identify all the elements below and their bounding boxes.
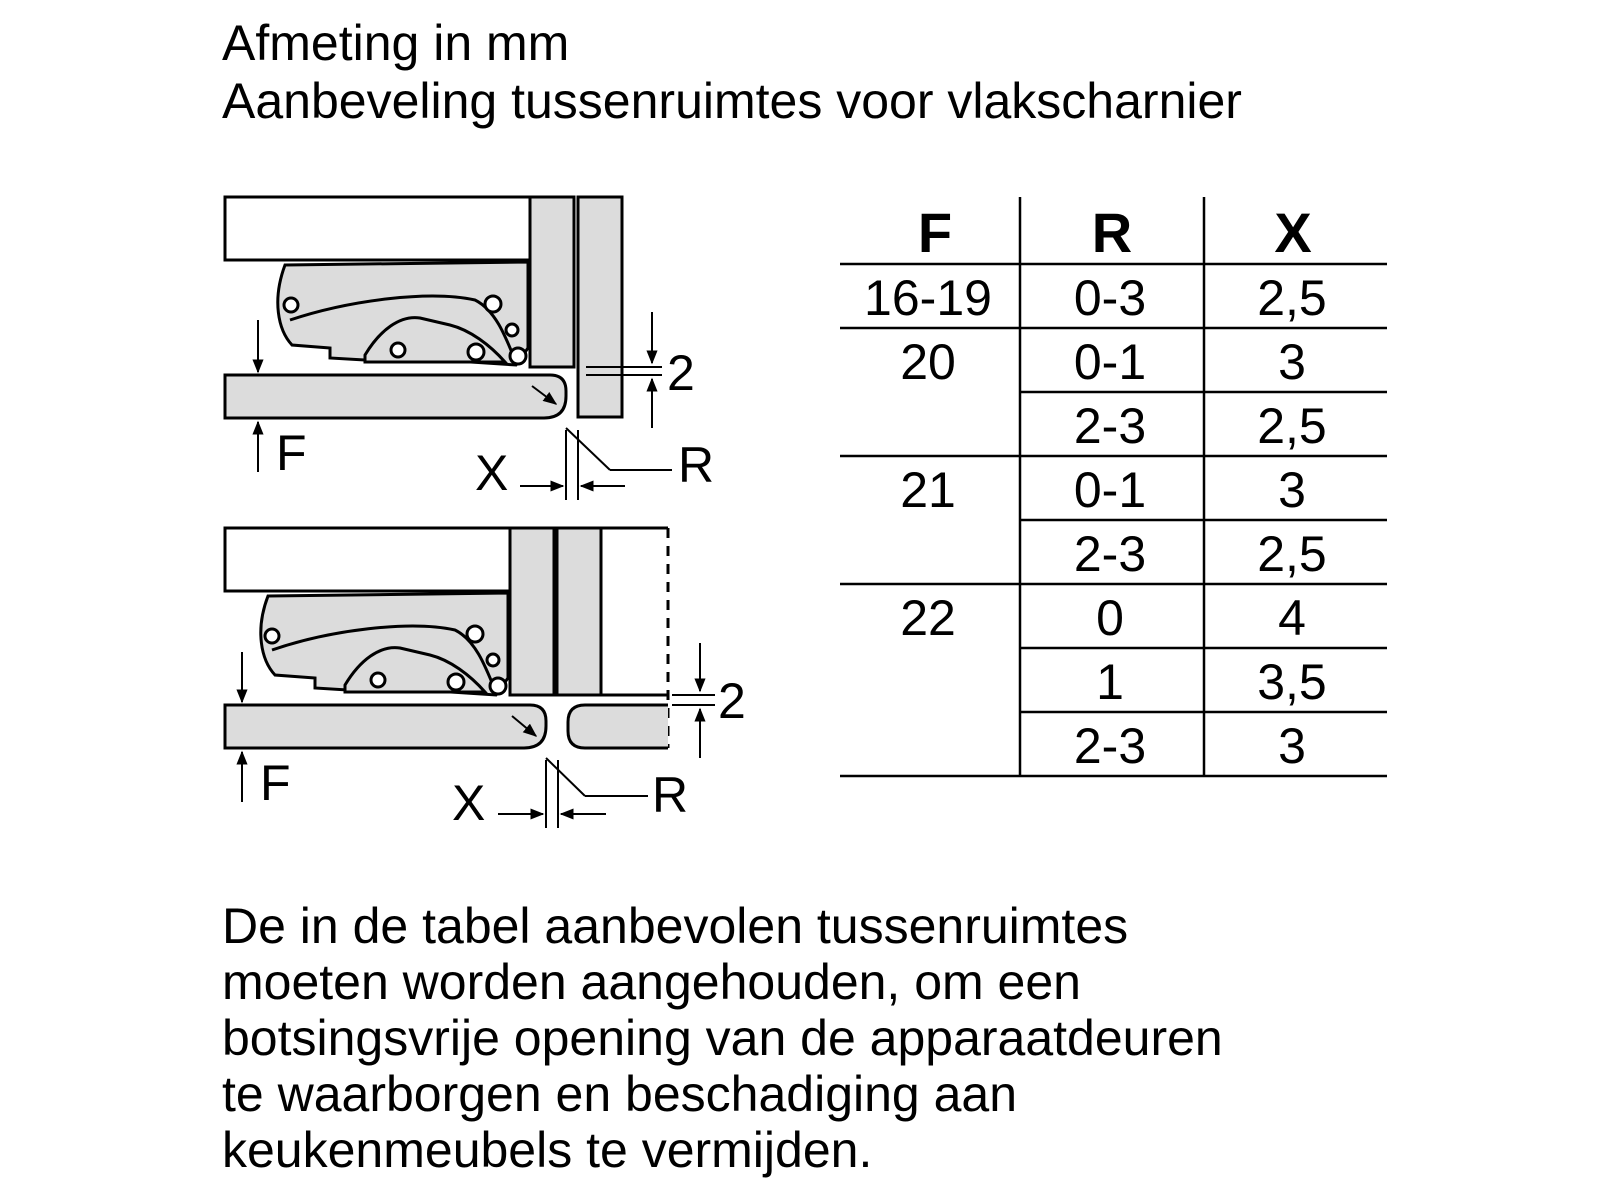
- row-5-x: 2,5: [1257, 526, 1327, 582]
- hinge-screw-5-bottom: [448, 674, 464, 690]
- hinge-screw-4-bottom: [371, 673, 385, 687]
- side-panel-2-bottom: [557, 528, 601, 695]
- instruction-line-5: keukenmeubels te vermijden.: [222, 1122, 873, 1178]
- instruction-text: [222, 898, 1223, 1178]
- top-f-label: F: [276, 425, 307, 481]
- hinge-screw-1-bottom: [265, 629, 279, 643]
- hinge-screw-1: [284, 298, 298, 312]
- hinge-screw-2-bottom: [467, 626, 483, 642]
- bottom-x-label: X: [452, 775, 486, 831]
- group-3-f: 21: [900, 462, 956, 518]
- row-5-r: 2-3: [1073, 526, 1147, 582]
- gap-table: [840, 197, 1387, 776]
- hinge-screw-6-bottom: [490, 678, 506, 694]
- cabinet-top-panel: [225, 197, 530, 260]
- hinge-screw-3: [506, 324, 518, 336]
- group-2-f: 20: [900, 334, 956, 390]
- diagram-top: [225, 197, 622, 418]
- top-r-label: R: [678, 437, 715, 493]
- door-panel-bottom: [225, 705, 546, 748]
- row-8-x: 3: [1278, 718, 1306, 774]
- header-x: X: [1274, 201, 1312, 264]
- row-1-x: 2,5: [1257, 270, 1327, 326]
- row-4-x: 3: [1278, 462, 1306, 518]
- top-gap-label: 2: [667, 345, 695, 401]
- diagram-bottom: [225, 528, 668, 748]
- bottom-gap-label: 2: [718, 673, 746, 729]
- hinge-screw-5: [468, 344, 484, 360]
- row-6-x: 4: [1278, 590, 1306, 646]
- heading-line-1: Afmeting in mm: [222, 15, 570, 71]
- row-1-r: 0-3: [1073, 270, 1147, 326]
- hinge-screw-6: [510, 348, 526, 364]
- instruction-line-2: moeten worden aangehouden, om een: [222, 954, 1081, 1010]
- hinge-screw-2: [485, 296, 501, 312]
- row-7-r: 1: [1096, 654, 1124, 710]
- header-f: F: [917, 201, 953, 264]
- group-1-f: 16-19: [864, 270, 992, 326]
- adjacent-door-bottom: [568, 705, 668, 748]
- hinge-screw-4: [391, 343, 405, 357]
- instruction-line-4: te waarborgen en beschadiging aan: [222, 1066, 1018, 1122]
- side-panel-left: [530, 197, 574, 367]
- row-2-x: 3: [1278, 334, 1306, 390]
- row-3-r: 2-3: [1073, 398, 1147, 454]
- row-8-r: 2-3: [1073, 718, 1147, 774]
- row-2-r: 0-1: [1073, 334, 1147, 390]
- top-x-label: X: [475, 445, 509, 501]
- row-3-x: 2,5: [1257, 398, 1327, 454]
- group-4-f: 22: [900, 590, 956, 646]
- bottom-r-label: R: [652, 767, 689, 823]
- instruction-line-3: botsingsvrije opening van de apparaatdeuren: [222, 1010, 1223, 1066]
- side-panel-1-bottom: [510, 528, 554, 695]
- row-4-r: 0-1: [1073, 462, 1147, 518]
- header-r: R: [1091, 201, 1133, 264]
- door-panel: [225, 375, 566, 418]
- side-panel-right: [578, 197, 622, 417]
- row-7-x: 3,5: [1257, 654, 1327, 710]
- cabinet-top-panel-bottom: [225, 528, 510, 591]
- hinge-screw-3-bottom: [487, 654, 499, 666]
- bottom-f-label: F: [260, 755, 291, 811]
- instruction-line-1: De in de tabel aanbevolen tussenruimtes: [222, 898, 1129, 954]
- heading-line-2: Aanbeveling tussenruimtes voor vlakscharnier: [222, 73, 1242, 129]
- row-6-r: 0: [1096, 590, 1124, 646]
